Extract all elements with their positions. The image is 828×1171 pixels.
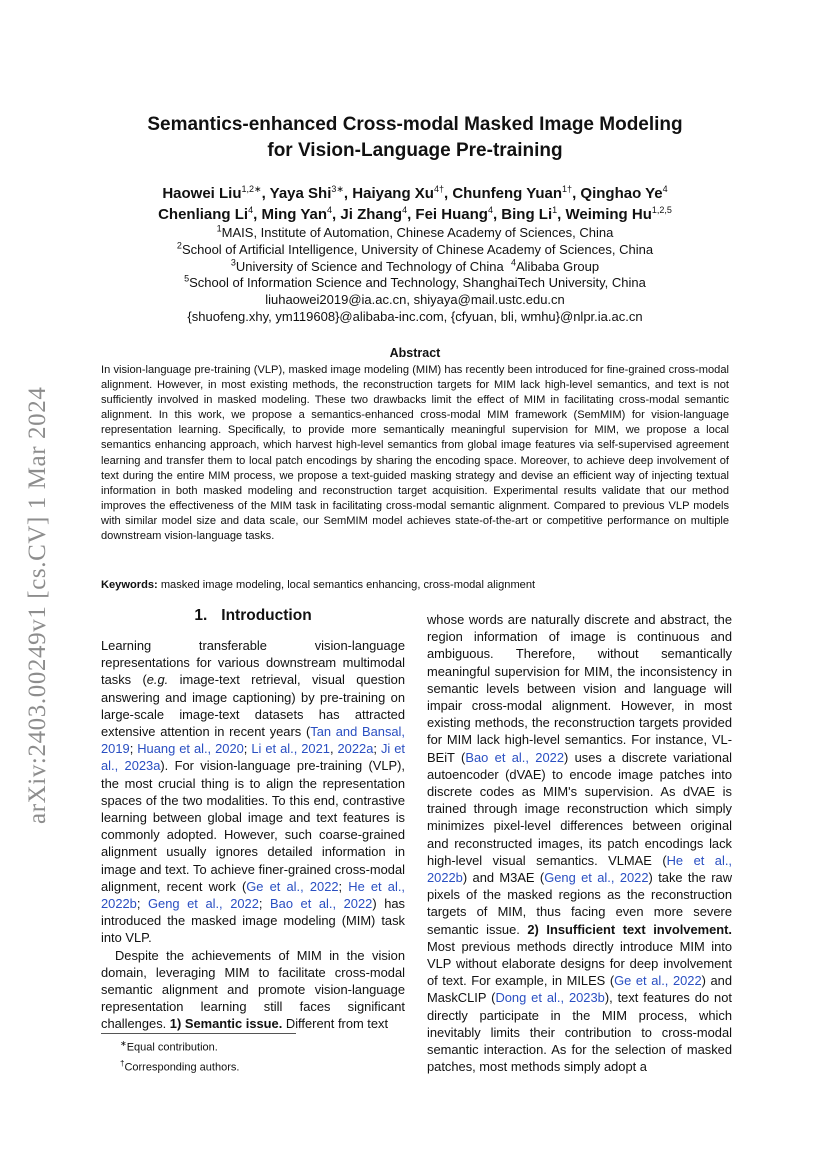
citation-link[interactable]: Ge et al., 2022 — [614, 973, 702, 989]
author-name: Haiyang Xu — [352, 185, 434, 202]
citation-link[interactable]: He et al., 2022b — [427, 852, 732, 886]
section-heading-introduction: 1. Introduction — [194, 607, 312, 624]
affiliation-5: $^5$School of Information Science and Technology, ShanghaiTech University, China — [184, 274, 646, 291]
author-name: Bing Li — [501, 206, 553, 223]
footnote-equal-contribution: ∗Equal contribution. — [120, 1039, 218, 1054]
arxiv-identifier: arXiv:2403.00249v1 [cs.CV] 1 Mar 2024 — [24, 386, 51, 824]
citation-link[interactable]: 2022a — [337, 741, 374, 757]
abstract-heading: Abstract — [389, 346, 441, 360]
citation-link[interactable]: Dong et al., 2023b — [495, 990, 605, 1006]
author-name: Fei Huang — [415, 206, 488, 223]
author-name: Ji Zhang — [340, 206, 403, 223]
citation-link[interactable]: Tan and Bansal, 2019 — [101, 724, 405, 757]
affiliation-3-4: $^3$University of Science and Technology of China $^4$Alibaba Group — [230, 257, 600, 274]
author-affiliation-marker: 4 — [662, 184, 668, 194]
title-line-2: for Vision-Language Pre-training — [267, 140, 563, 161]
author-affiliation-marker: 4 — [248, 205, 254, 215]
author-name: Chunfeng Yuan — [452, 185, 563, 202]
intro-paragraph-1: Learning transferable vision-language representations for various downstream multimodal tasks (e.g. image-text retrieval, visual question answering and image captioning) by pre-training on large-scale image-text datasets has attracted extensive attention in recent years (Tan and Bansal, 2019; Huang et al., 2020; Li et al., 2021, 2022a; Ji et al., 2023a). For vision-language pre-training (VLP), the most crucial thing is to align the representation spaces of the two modalities. To this end, contrastive learning between global image and text features is commonly adopted. However, such coarse-grained alignment usually ignores detailed information in image and text. To achieve finer-grained cross-modal alignment, recent work (Ge et al., 2022; He et al., 2022b; Geng et al., 2022; Bao et al., 2022) has introduced the masked image modeling (MIM) task into VLP. — [101, 638, 405, 946]
citation-link[interactable]: Bao et al., 2022 — [465, 749, 564, 765]
author-affiliation-marker: 3∗ — [331, 184, 344, 194]
affiliation-1: $^1$MAIS, Institute of Automation, Chinese Academy of Sciences, China — [216, 223, 614, 240]
author-affiliation-marker: 1,2,5 — [651, 205, 672, 215]
author-affiliation-marker: 4† — [433, 184, 444, 194]
footnote-divider — [101, 1033, 296, 1034]
author-affiliation-marker: 4 — [402, 205, 408, 215]
left-column — [101, 607, 405, 1033]
abstract-text: In vision-language pre-training (VLP), masked image modeling (MIM) has recently been introduced for fine-grained cross-modal alignment. However, in most existing methods, the reconstruction targets for MIM lack high-level semantics, and text is not sufficiently involved in masked modeling. These two drawbacks limit the effect of MIM in facilitating cross-modal semantic alignment. In this work, we propose a semantics-enhanced cross-modal MIM framework (SemMIM) for vision-language representation learning. Specifically, to provide more semantically meaningful supervision for MIM, we propose a local semantics enhancing approach, which harvest high-level semantics from global image features via self-supervised agreement learning and transfer them to local patch encodings by sharing the encoding space. Moreover, to achieve deep involvement of text during the entire MIM process, we propose a text-guided masking strategy and devise an efficient way of injecting textual information in both masked modeling and reconstruction target acquisition. Experimental results validate that our method improves the effectiveness of the MIM task in facilitating cross-modal semantic alignment. Compared to previous VLP models with similar model size and data scale, our SemMIM model achieves state-of-the-art or competitive performance on multiple downstream vision-language tasks. — [101, 364, 729, 543]
affiliations — [80, 225, 750, 326]
keywords — [101, 578, 729, 593]
keywords-list: masked image modeling, local semantics enhancing, cross-modal alignment — [160, 579, 536, 591]
author-name: Ming Yan — [261, 206, 328, 223]
keywords-label: Keywords: — [101, 579, 158, 591]
author-affiliation-marker: 1 — [552, 205, 558, 215]
footnotes — [120, 1036, 410, 1075]
author-name: Weiming Hu — [565, 206, 652, 223]
right-column — [427, 611, 732, 1075]
authors-line-1: Haowei Liu$^{1,2∗}$, Yaya Shi$^{3∗}$, Haiyang $Xu^{4\dagger}$, Chunfeng Yuan$^{1\dagger}$, Qinghao Ye$^4$ — [162, 184, 668, 202]
citation-link[interactable]: Ge et al., 2022 — [246, 878, 339, 894]
author-list — [80, 183, 750, 225]
footnote-corresponding-authors: †Corresponding authors. — [120, 1058, 240, 1074]
citation-link[interactable]: Bao et al., 2022 — [270, 896, 373, 912]
email-line-2: {shuofeng.xhy, ym119608}@alibaba-inc.com, {cfyuan, bli, wmhu}@nlpr.ia.ac.cn — [187, 308, 643, 324]
title-line-1: Semantics-enhanced Cross-modal Masked Image Modeling — [147, 114, 683, 135]
author-affiliation-marker: 1,2∗ — [241, 184, 262, 194]
citation-link[interactable]: Huang et al., 2020 — [137, 741, 244, 757]
author-affiliation-marker: 4 — [327, 205, 333, 215]
author-name: Qinghao Ye — [580, 185, 663, 202]
citation-link[interactable]: He et al., 2022b — [101, 878, 405, 912]
intro-paragraph-2-continued: whose words are naturally discrete and abstract, the region information of image is continuous and ambiguous. Therefore, without semantically meaningful supervision for MIM, the inconsistency in semantic levels between vision and language will impair cross-modal alignment. However, in most existing methods, the reconstruction targets provided for MIM lack high-level semantics. For instance, VL-BEiT (Bao et al., 2022) uses a discrete variational autoencoder (dVAE) to encode image patches into discrete codes as MIM's supervision. As dVAE is trained through image reconstruction which simply minimizes pixel-level differences between original and reconstructed images, its patch encodings lack high-level visual semantics. VLMAE (He et al., 2022b) and M3AE (Geng et al., 2022) take the raw pixels of the masked regions as the reconstruction targets of MIM, thus facing even more severe semantic issue. 2) Insufficient text involvement. Most previous methods directly introduce MIM into VLP without elaborate designs for deep involvement of text. For example, in MILES (Ge et al., 2022) and MaskCLIP (Dong et al., 2023b), text features do not directly participate in the MIM process, which inevitably limits their contribution to cross-modal semantic interaction. As for the selection of masked patches, most methods simply adopt a — [427, 612, 733, 1075]
intro-paragraph-2: Despite the achievements of MIM in the vision domain, leveraging MIM to facilitate cross-modal semantic alignment and promote vision-language representation learning still faces significant challenges. 1) Semantic issue. Different from text — [101, 947, 405, 1032]
citation-link[interactable]: Ji et al., 2023a — [101, 741, 405, 774]
paper-title — [80, 112, 750, 164]
citation-link[interactable]: Geng et al., 2022 — [544, 870, 649, 886]
author-affiliation-marker: 1† — [562, 184, 573, 194]
author-name: Haowei Liu — [162, 185, 242, 202]
author-affiliation-marker: 4 — [487, 205, 493, 215]
author-name: Yaya Shi — [269, 185, 332, 202]
citation-link[interactable]: Geng et al., 2022 — [148, 896, 259, 912]
email-line-1: liuhaowei2019@ia.ac.cn, shiyaya@mail.ustc.edu.cn — [265, 292, 565, 308]
authors-line-2: Chenliang Li$^4$, Ming Yan$^4$, Ji Zhang$^4$, Fei Huang$^4$, Bing Li$^1$, Weiming Hu$^{1,2,5}$ — [158, 205, 672, 223]
author-name: Chenliang Li — [158, 206, 249, 223]
affiliation-2: $^2$School of Artificial Intelligence, University of Chinese Academy of Sciences, China — [176, 240, 654, 257]
citation-link[interactable]: Li et al., 2021 — [251, 741, 330, 757]
